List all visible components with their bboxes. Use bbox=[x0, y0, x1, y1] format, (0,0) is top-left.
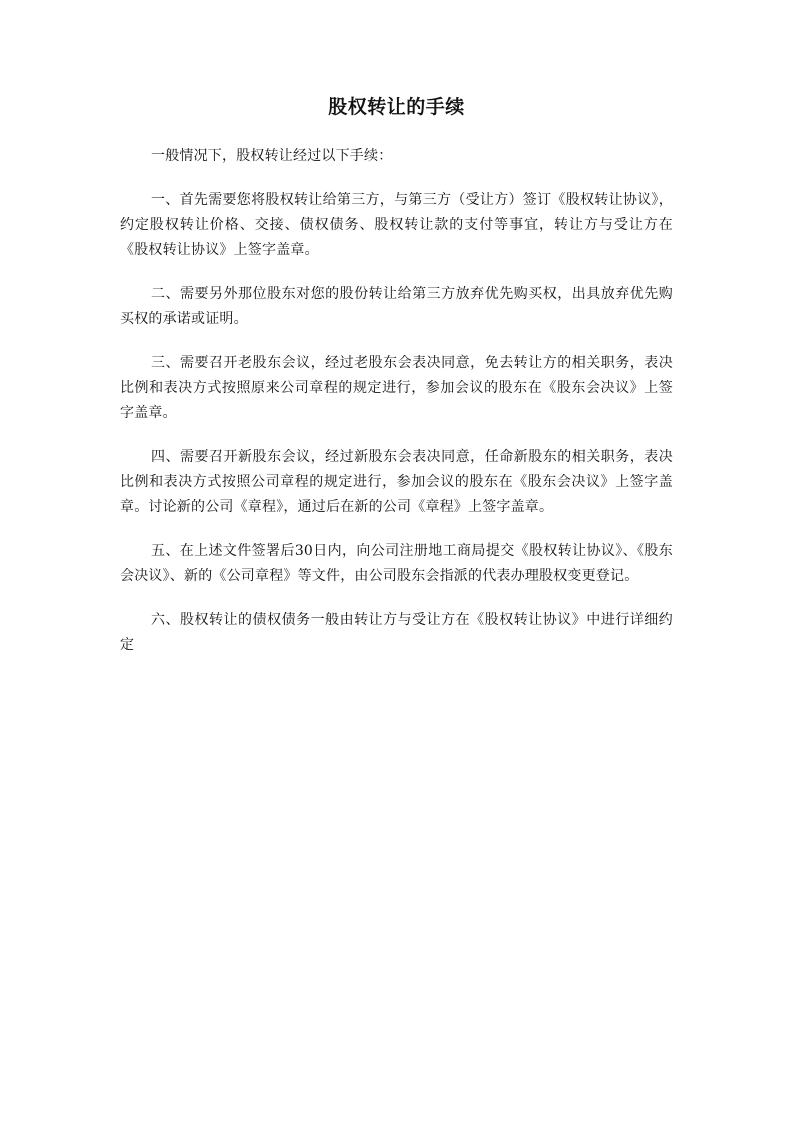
step-paragraph-5: 五、在上述文件签署后30日内，向公司注册地工商局提交《股权转让协议》、《股东会决议》、新的《公司章程》等文件，由公司股东会指派的代表办理股权变更登记。 bbox=[120, 543, 673, 584]
step-paragraph-4: 四、需要召开新股东会议，经过新股东会表决同意，任命新股东的相关职务，表决比例和表决方式按照公司章程的规定进行，参加会议的股东在《股东会决议》上签字盖章。讨论新的公司《章程》，通过后在新的公司《章程》上签字盖章。 bbox=[120, 449, 673, 515]
step-paragraph-1: 一、首先需要您将股权转让给第三方，与第三方（受让方）签订《股权转让协议》，约定股权转让价格、交接、债权债务、股权转让款的支付等事宜，转让方与受让方在《股权转让协议》上签字盖章。 bbox=[120, 192, 673, 258]
step-paragraph-3: 三、需要召开老股东会议，经过老股东会表决同意，免去转让方的相关职务，表决比例和表决方式按照原来公司章程的规定进行，参加会议的股东在《股东会决议》上签字盖章。 bbox=[120, 355, 673, 421]
step-paragraph-2: 二、需要另外那位股东对您的股份转让给第三方放弃优先购买权，出具放弃优先购买权的承诺或证明。 bbox=[120, 286, 673, 327]
document-body bbox=[120, 93, 673, 658]
document-title: 股权转让的手续 bbox=[328, 96, 465, 118]
step-paragraph-6: 六、股权转让的债权债务一般由转让方与受让方在《股权转让协议》中进行详细约定 bbox=[120, 612, 673, 653]
intro-paragraph: 一般情况下，股权转让经过以下手续： bbox=[151, 148, 393, 164]
